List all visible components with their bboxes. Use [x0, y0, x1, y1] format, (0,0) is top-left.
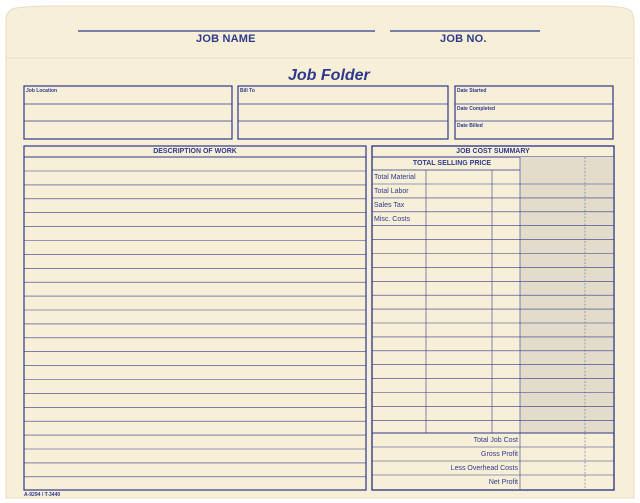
job-location-label: Job Location	[26, 88, 58, 94]
cost-item-total-labor: Total Labor	[374, 188, 409, 195]
cost-item-sales-tax: Sales Tax	[374, 202, 405, 209]
description-heading: DESCRIPTION OF WORK	[153, 148, 237, 155]
less-overhead-label: Less Overhead Costs	[450, 465, 518, 472]
page-title: Job Folder	[288, 67, 370, 84]
form-number: A-9294 / T-3440	[24, 492, 61, 498]
cost-item-misc-costs: Misc. Costs	[374, 216, 411, 223]
job-no-label: JOB NO.	[440, 33, 487, 45]
total-job-cost-label: Total Job Cost	[473, 437, 518, 444]
date-completed-label: Date Completed	[457, 106, 496, 112]
bill-to-label: Bill To	[240, 88, 255, 94]
date-started-label: Date Started	[457, 88, 487, 94]
gross-profit-label: Gross Profit	[481, 451, 518, 458]
date-billed-label: Date Billed	[457, 123, 483, 129]
job-name-label: JOB NAME	[196, 33, 256, 45]
net-profit-label: Net Profit	[488, 479, 518, 486]
selling-price-heading: TOTAL SELLING PRICE	[412, 160, 492, 167]
cost-summary-heading: JOB COST SUMMARY	[456, 148, 530, 155]
cost-item-total-material: Total Material	[374, 174, 416, 181]
